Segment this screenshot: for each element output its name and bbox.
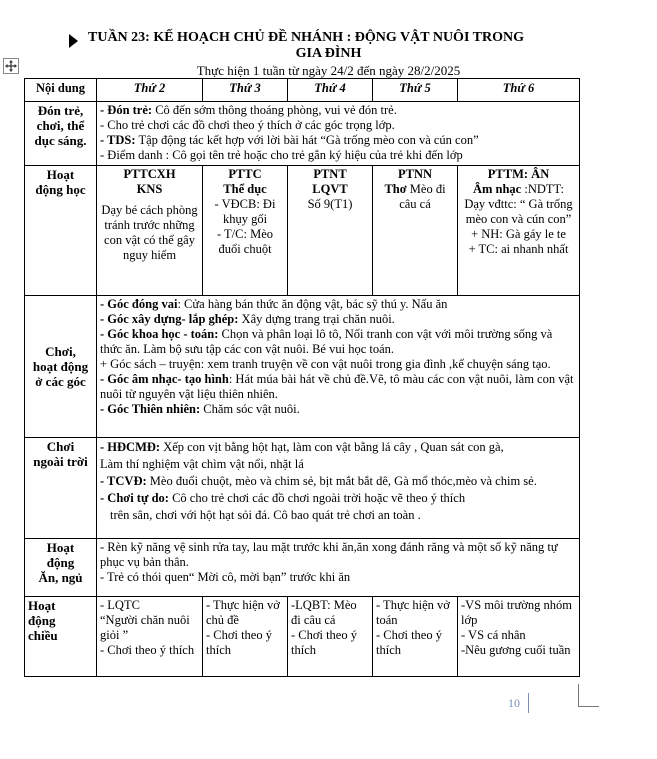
don-tre-line-2: - Cho trẻ chơi các đồ chơi theo ý thích ở các góc trọng lớp. [100,118,395,132]
table-row-choi-ngoai-troi [25,438,580,539]
don-tre-line-1 [100,103,576,118]
line-text: Mèo đi câu cá [399,182,446,211]
label-line: Chơi, [45,344,76,359]
table-row-chieu [25,597,580,677]
table-header-row [25,79,580,102]
header-thu-2: Thứ 2 [97,79,203,102]
chieu-thu-4 [288,597,373,677]
chieu-line: - Chơi theo ý thích [206,628,272,657]
label-line: chơi, thể [36,118,85,133]
chieu-line: - Chơi theo ý thích [376,628,442,657]
label-line: Hoạt [46,540,75,555]
bold-lead: - Góc Thiên nhiên: [100,402,201,416]
bold-lead: - Góc âm nhạc- tạo hình [100,372,229,386]
table-row-hoat-dong-hoc [25,166,580,296]
label-line: động [46,555,75,570]
chieu-thu-6 [458,597,580,677]
chieu-line: - Thực hiện vở chủ đề [206,598,280,627]
row-label-chieu [25,597,97,677]
row-label-choi-ngoai-troi [25,438,97,539]
hdh-tue-line: - T/C: Mèo đuổi chuột [216,227,274,256]
table-row-an-ngu [25,539,580,597]
don-tre-content [97,102,580,166]
hdh-wed-sub: LQVT [312,182,348,196]
hdh-thu-title: PTNN [397,167,433,181]
choi-goc-line-1 [100,297,576,312]
text-cursor [528,693,529,713]
chieu-line: - VS cá nhân [461,628,526,642]
line-text: Cô đến sớm thông thoáng phòng, vui vẻ đón trẻ. [152,103,397,117]
choi-goc-line-5 [100,372,576,402]
header-thu-3: Thứ 3 [203,79,288,102]
hdh-thu-2 [97,166,203,296]
label-line: Ăn, ngủ [38,570,83,585]
an-ngu-line-2: - Trẻ có thói quen“ Mời cô, mời bạn” trước khi ăn [100,570,351,584]
line-text: Chăm sóc vật nuôi. [200,402,300,416]
bold-lead: Âm nhạc [472,182,522,196]
label-line: động [28,613,56,628]
choi-goc-line-4: + Góc sách – truyện: xem tranh truyện về con vật nuôi trong gia đình ,kể chuyện sáng tạo. [100,357,551,371]
chieu-line: - Thực hiện vở toán [376,598,450,627]
line-text: :NDTT: [521,182,565,196]
bold-lead: - HĐCMĐ: [100,440,161,454]
hdh-thu-6 [458,166,580,296]
document-title-line2: GIA ĐÌNH [295,46,362,61]
bold-lead: Thơ [384,182,407,196]
chieu-thu-5 [373,597,458,677]
cnt-line-3 [100,473,576,490]
hdh-wed-text: Số 9(T1) [307,197,353,211]
hdh-wed-title: PTNT [313,167,347,181]
weekly-plan-table [24,78,580,677]
row-label-choi-goc [25,296,97,438]
row-label-hoat-dong-hoc [25,166,97,296]
hdh-fri-line: + TC: ai nhanh nhất [468,242,569,256]
hdh-thu-sub [376,182,454,212]
chieu-line: “Người chăn nuôi giỏi ” [100,613,190,642]
hdh-mon-title: PTTCXH [123,167,176,181]
choi-goc-line-3 [100,327,576,357]
label-line: Hoạt [46,167,75,182]
label-line: hoạt động [32,359,89,374]
bold-lead: - Đón trẻ: [100,103,153,117]
hdh-fri-sub [461,182,576,197]
line-text: Chọn và phân loại lô tô, Nối tranh con vật với môi trường sống và thức ăn. Làm bộ sưu tập các con vật nuôi. Bé vui học toán. [100,327,553,356]
chieu-line: -Nêu gương cuối tuần [461,643,571,657]
choi-goc-line-2 [100,312,576,327]
chieu-thu-2 [97,597,203,677]
choi-goc-line-6 [100,402,576,417]
bold-lead: - TDS: [100,133,136,147]
header-thu-6: Thứ 6 [458,79,580,102]
label-line: ở các góc [35,374,86,389]
chieu-line: - LQTC [100,598,140,612]
table-row-don-tre [25,102,580,166]
don-tre-line-4: - Điểm danh : Cô gọi tên trẻ hoặc cho trẻ gắn ký hiệu của trẻ khi đến lớp [100,148,463,162]
chieu-line: -VS môi trường nhóm lớp [461,598,572,627]
header-thu-5: Thứ 5 [373,79,458,102]
label-line: Chơi [46,439,75,454]
hdh-tue-sub: Thể dục [223,182,267,196]
hdh-thu-3 [203,166,288,296]
page-number: 10 [508,696,520,710]
header-thu-4: Thứ 4 [288,79,373,102]
document-title-line1: TUẦN 23: KẾ HOẠCH CHỦ ĐỀ NHÁNH : ĐỘNG VẬT NUÔI TRONG [88,30,524,45]
header-noi-dung: Nội dung [25,79,97,102]
choi-goc-content [97,296,580,438]
hdh-thu-4 [288,166,373,296]
bold-lead: - Góc xây dựng- lắp ghép: [100,312,239,326]
bold-lead: - TCVĐ: [100,474,147,488]
hdh-tue-title: PTTC [228,167,262,181]
don-tre-line-3 [100,133,576,148]
line-text: Cô cho trẻ chơi các đồ chơi ngoài trời hoặc vẽ theo ý thích [168,491,466,505]
chieu-thu-3 [203,597,288,677]
label-line: dục sáng. [34,133,87,148]
line-text: Xếp con vịt bằng hột hạt, làm con vật bằng lá cây , Quan sát con gà, [160,440,504,454]
an-ngu-content [97,539,580,597]
hdh-fri-line: Dạy vđttc: “ Gà trống mèo con và cún con” [464,197,573,226]
line-text: Tập động tác kết hợp với lời bài hát “Gà trống mèo con và cún con” [135,133,479,147]
cnt-line-4 [100,490,576,507]
chieu-line: - Chơi theo ý thích [291,628,357,657]
document-subtitle: Thực hiện 1 tuần từ ngày 24/2 đến ngày 28/2/2025 [196,63,461,78]
choi-ngoai-troi-content [97,438,580,539]
hdh-thu-5 [373,166,458,296]
hdh-mon-sub: KNS [136,182,163,196]
line-text: : Hát múa bài hát về chủ đề.Vẽ, tô màu các con vật nuôi, làm con vật nuôi từ nguyên vật liệu thiên nhiên. [100,372,574,401]
hdh-tue-line: - VĐCB: Đi khụy gối [214,197,276,226]
label-line: chiều [28,628,58,643]
label-line: Đón trẻ, [37,103,84,118]
bold-lead: - Góc khoa học - toán: [100,327,219,341]
cnt-line-1 [100,439,576,456]
line-text: Mèo đuổi chuột, mèo và chim sẻ, bịt mắt bắt dê, Gà mổ thóc,mèo và chim sẻ. [146,474,537,488]
hdh-fri-title: PTTM: ÂN [487,167,550,181]
chieu-line: -LQBT: Mèo đi câu cá [291,598,357,627]
bold-lead: - Chơi tự do: [100,491,169,505]
row-label-don-tre [25,102,97,166]
chieu-line: - Chơi theo ý thích [100,643,195,657]
line-text: : Cửa hàng bán thức ăn động vật, bác sỹ thú y. Nấu ăn [177,297,448,311]
an-ngu-line-1: - Rèn kỹ năng vệ sinh rửa tay, lau mặt trước khi ăn,ăn xong đánh răng và một số kỹ năng tự phục vụ bản thân. [100,540,558,569]
page-corner-marker [578,684,599,707]
label-line: ngoài trời [33,454,88,469]
cnt-line-2: Làm thí nghiệm vật chìm vật nổi, nhặt lá [100,457,304,471]
hdh-fri-line: + NH: Gà gáy le te [471,227,566,241]
hdh-mon-text: Dạy bé cách phòng tránh trước những con vật có thể gây nguy hiểm [101,203,198,262]
row-label-an-ngu [25,539,97,597]
cnt-line-5: trên sân, chơi với hột hạt sỏi đá. Cô bao quát trẻ chơi an toàn . [110,508,421,522]
label-line: động học [35,182,86,197]
bold-lead: - Góc đóng vai [100,297,178,311]
line-text: Xây dựng trang trại chăn nuôi. [238,312,395,326]
label-line: Hoạt [28,598,56,613]
table-row-choi-goc [25,296,580,438]
